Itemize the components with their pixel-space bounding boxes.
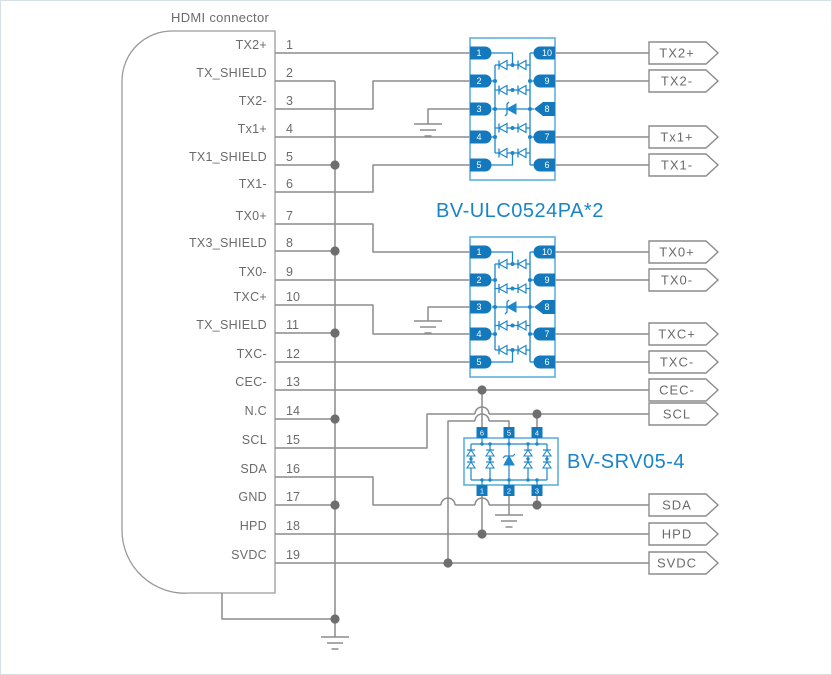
junction-dot — [477, 529, 486, 538]
output-flag — [649, 379, 718, 401]
output-flag-label: Tx1+ — [660, 129, 694, 145]
ic-junction-dot — [507, 478, 510, 481]
ic-junction-dot — [493, 305, 497, 309]
connector-pin-number: 2 — [286, 66, 293, 80]
ulc-chip-label: BV-ULC0524PA*2 — [436, 200, 604, 222]
junction-dot — [532, 500, 541, 509]
output-flag — [649, 494, 718, 516]
output-flag-label: TXC- — [659, 354, 695, 370]
junction-dot — [443, 558, 452, 567]
ic-junction-dot — [511, 88, 515, 92]
ic-pin-number: 8 — [544, 104, 550, 115]
connector-pin-number: 11 — [286, 318, 299, 332]
ic-junction-dot — [535, 442, 538, 445]
output-flag-label: SDA — [662, 497, 692, 513]
srv-chip — [464, 427, 558, 496]
connector-pin-number: 4 — [286, 122, 293, 136]
output-flag-label: SCL — [662, 406, 692, 422]
junction-dot — [330, 328, 339, 337]
ic-pin-number: 3 — [476, 302, 482, 313]
junction-dot — [330, 500, 339, 509]
ic-pin-number: 3 — [476, 104, 482, 115]
ic-junction-dot — [535, 478, 538, 481]
connector-pin-number: 5 — [286, 150, 293, 164]
ic-pin-number: 1 — [476, 247, 482, 258]
connector-pin-label: TX0- — [238, 265, 267, 279]
output-flag — [649, 42, 718, 64]
connector-pin-label: CEC- — [235, 375, 267, 389]
ic-junction-dot — [480, 478, 483, 481]
connector-pin-number: 6 — [286, 177, 293, 191]
ic-junction-dot — [488, 457, 491, 460]
connector-title: HDMI connector — [171, 10, 270, 25]
ulc-chip-2 — [470, 237, 555, 377]
ic-pin-number: 8 — [544, 302, 550, 313]
connector-pin-label: TX0+ — [235, 209, 267, 223]
ic-junction-dot — [526, 478, 529, 481]
ic-junction-dot — [528, 278, 532, 282]
output-flag — [649, 351, 718, 373]
ic-pin-number: 3 — [534, 486, 540, 496]
ic-junction-dot — [511, 287, 515, 291]
connector-pin-number: 12 — [286, 347, 300, 361]
ic-junction-dot — [545, 457, 548, 460]
connector-pin-label: HPD — [239, 519, 267, 533]
ic-pin-number: 2 — [476, 76, 482, 87]
connector-pin-label: GND — [238, 490, 267, 504]
ic-junction-dot — [511, 126, 515, 130]
connector-pin-label: TX3_SHIELD — [188, 236, 267, 250]
ic-junction-dot — [493, 79, 497, 83]
output-flag-label: TX0- — [660, 272, 694, 288]
connector-pin-number: 9 — [286, 265, 293, 279]
ic-pin-number: 10 — [541, 48, 553, 59]
ic-junction-dot — [493, 278, 497, 282]
ic-junction-dot — [488, 478, 491, 481]
ic-junction-dot — [511, 63, 515, 67]
ic-pin-number: 4 — [476, 329, 482, 340]
junction-dot — [330, 614, 339, 623]
output-flag-label: TX2- — [660, 73, 694, 89]
ic-junction-dot — [469, 457, 472, 460]
ic-pin-number: 4 — [534, 428, 540, 438]
connector-pin-number: 7 — [286, 209, 293, 223]
output-flag-label: TX2+ — [659, 45, 695, 61]
ic-junction-dot — [528, 79, 532, 83]
connector-pin-number: 8 — [286, 236, 293, 250]
connector-pin-label: SVDC — [231, 548, 267, 562]
ic-junction-dot — [526, 442, 529, 445]
output-flag — [649, 323, 718, 345]
ic-junction-dot — [511, 348, 515, 352]
connector-pin-number: 16 — [286, 462, 300, 476]
connector-pin-number: 1 — [286, 38, 293, 52]
ic-pin-number: 5 — [506, 428, 512, 438]
connector-pin-label: SCL — [241, 433, 267, 447]
ic-junction-dot — [507, 442, 510, 445]
ic-junction-dot — [480, 442, 483, 445]
srv-chip-label: BV-SRV05-4 — [567, 451, 686, 473]
connector-pin-number: 3 — [286, 94, 293, 108]
ic-pin-number: 9 — [544, 76, 550, 87]
output-flag — [649, 154, 718, 176]
connector-pin-label: TX2- — [238, 94, 267, 108]
output-flag-label: CEC- — [659, 382, 695, 398]
ic-junction-dot — [493, 135, 497, 139]
junction-dot — [477, 385, 486, 394]
ic-pin-number: 2 — [506, 486, 512, 496]
ic-junction-dot — [528, 107, 532, 111]
ic-junction-dot — [493, 107, 497, 111]
ic-pin-number: 2 — [476, 275, 482, 286]
output-flag — [649, 269, 718, 291]
connector-pin-number: 17 — [286, 490, 300, 504]
connector-pin-label: SDA — [240, 462, 267, 476]
ic-pin-number: 7 — [544, 132, 550, 143]
output-flag — [649, 552, 718, 574]
ic-pin-number: 1 — [479, 486, 485, 496]
connector-pin-label: TXC+ — [233, 290, 267, 304]
connector-pin-number: 13 — [286, 375, 300, 389]
junction-dot — [330, 414, 339, 423]
connector-outline — [122, 31, 275, 593]
ic-junction-dot — [488, 442, 491, 445]
output-flag — [649, 70, 718, 92]
ic-pin-number: 1 — [476, 48, 482, 59]
ic-junction-dot — [528, 305, 532, 309]
output-flag — [649, 126, 718, 148]
connector-pin-label: TX_SHIELD — [196, 66, 267, 80]
output-flag — [649, 403, 718, 425]
output-flag — [649, 241, 718, 263]
ic-junction-dot — [528, 332, 532, 336]
ic-pin-number: 6 — [544, 357, 550, 368]
connector-pin-label: TX2+ — [235, 38, 267, 52]
output-flag-label: TXC+ — [658, 326, 696, 342]
ic-pin-number: 9 — [544, 275, 550, 286]
output-flag-label: TX1- — [660, 157, 694, 173]
connector-pin-label: N.C — [244, 404, 267, 418]
ic-junction-dot — [493, 332, 497, 336]
connector-pin-number: 14 — [286, 404, 300, 418]
ic-junction-dot — [511, 324, 515, 328]
output-flag-label: SVDC — [656, 555, 698, 571]
ic-pin-number: 10 — [541, 247, 553, 258]
ic-pin-number: 5 — [476, 160, 482, 171]
connector-pin-label: TXC- — [236, 347, 267, 361]
ic-pin-number: 6 — [544, 160, 550, 171]
connector-pin-number: 19 — [286, 548, 300, 562]
ulc-chip-1 — [470, 38, 555, 180]
ic-junction-dot — [511, 151, 515, 155]
output-flag-label: HPD — [661, 526, 693, 542]
junction-dot — [330, 160, 339, 169]
connector-pin-number: 15 — [286, 433, 300, 447]
ic-pin-number: 5 — [476, 357, 482, 368]
ic-pin-number: 6 — [479, 428, 485, 438]
connector-pin-number: 10 — [286, 290, 300, 304]
output-flag — [649, 523, 718, 545]
connector-pin-label: Tx1+ — [237, 122, 267, 136]
junction-dot — [330, 246, 339, 255]
connector-pin-number: 18 — [286, 519, 300, 533]
ic-junction-dot — [526, 457, 529, 460]
connector-pin-label: TX1- — [238, 177, 267, 191]
ic-pin-number: 7 — [544, 329, 550, 340]
connector-pin-label: TX_SHIELD — [196, 318, 267, 332]
output-flag-label: TX0+ — [659, 244, 695, 260]
ic-junction-dot — [511, 262, 515, 266]
connector-pin-label: TX1_SHIELD — [188, 150, 267, 164]
ic-pin-number: 4 — [476, 132, 482, 143]
junction-dot — [532, 409, 541, 418]
ic-junction-dot — [528, 135, 532, 139]
